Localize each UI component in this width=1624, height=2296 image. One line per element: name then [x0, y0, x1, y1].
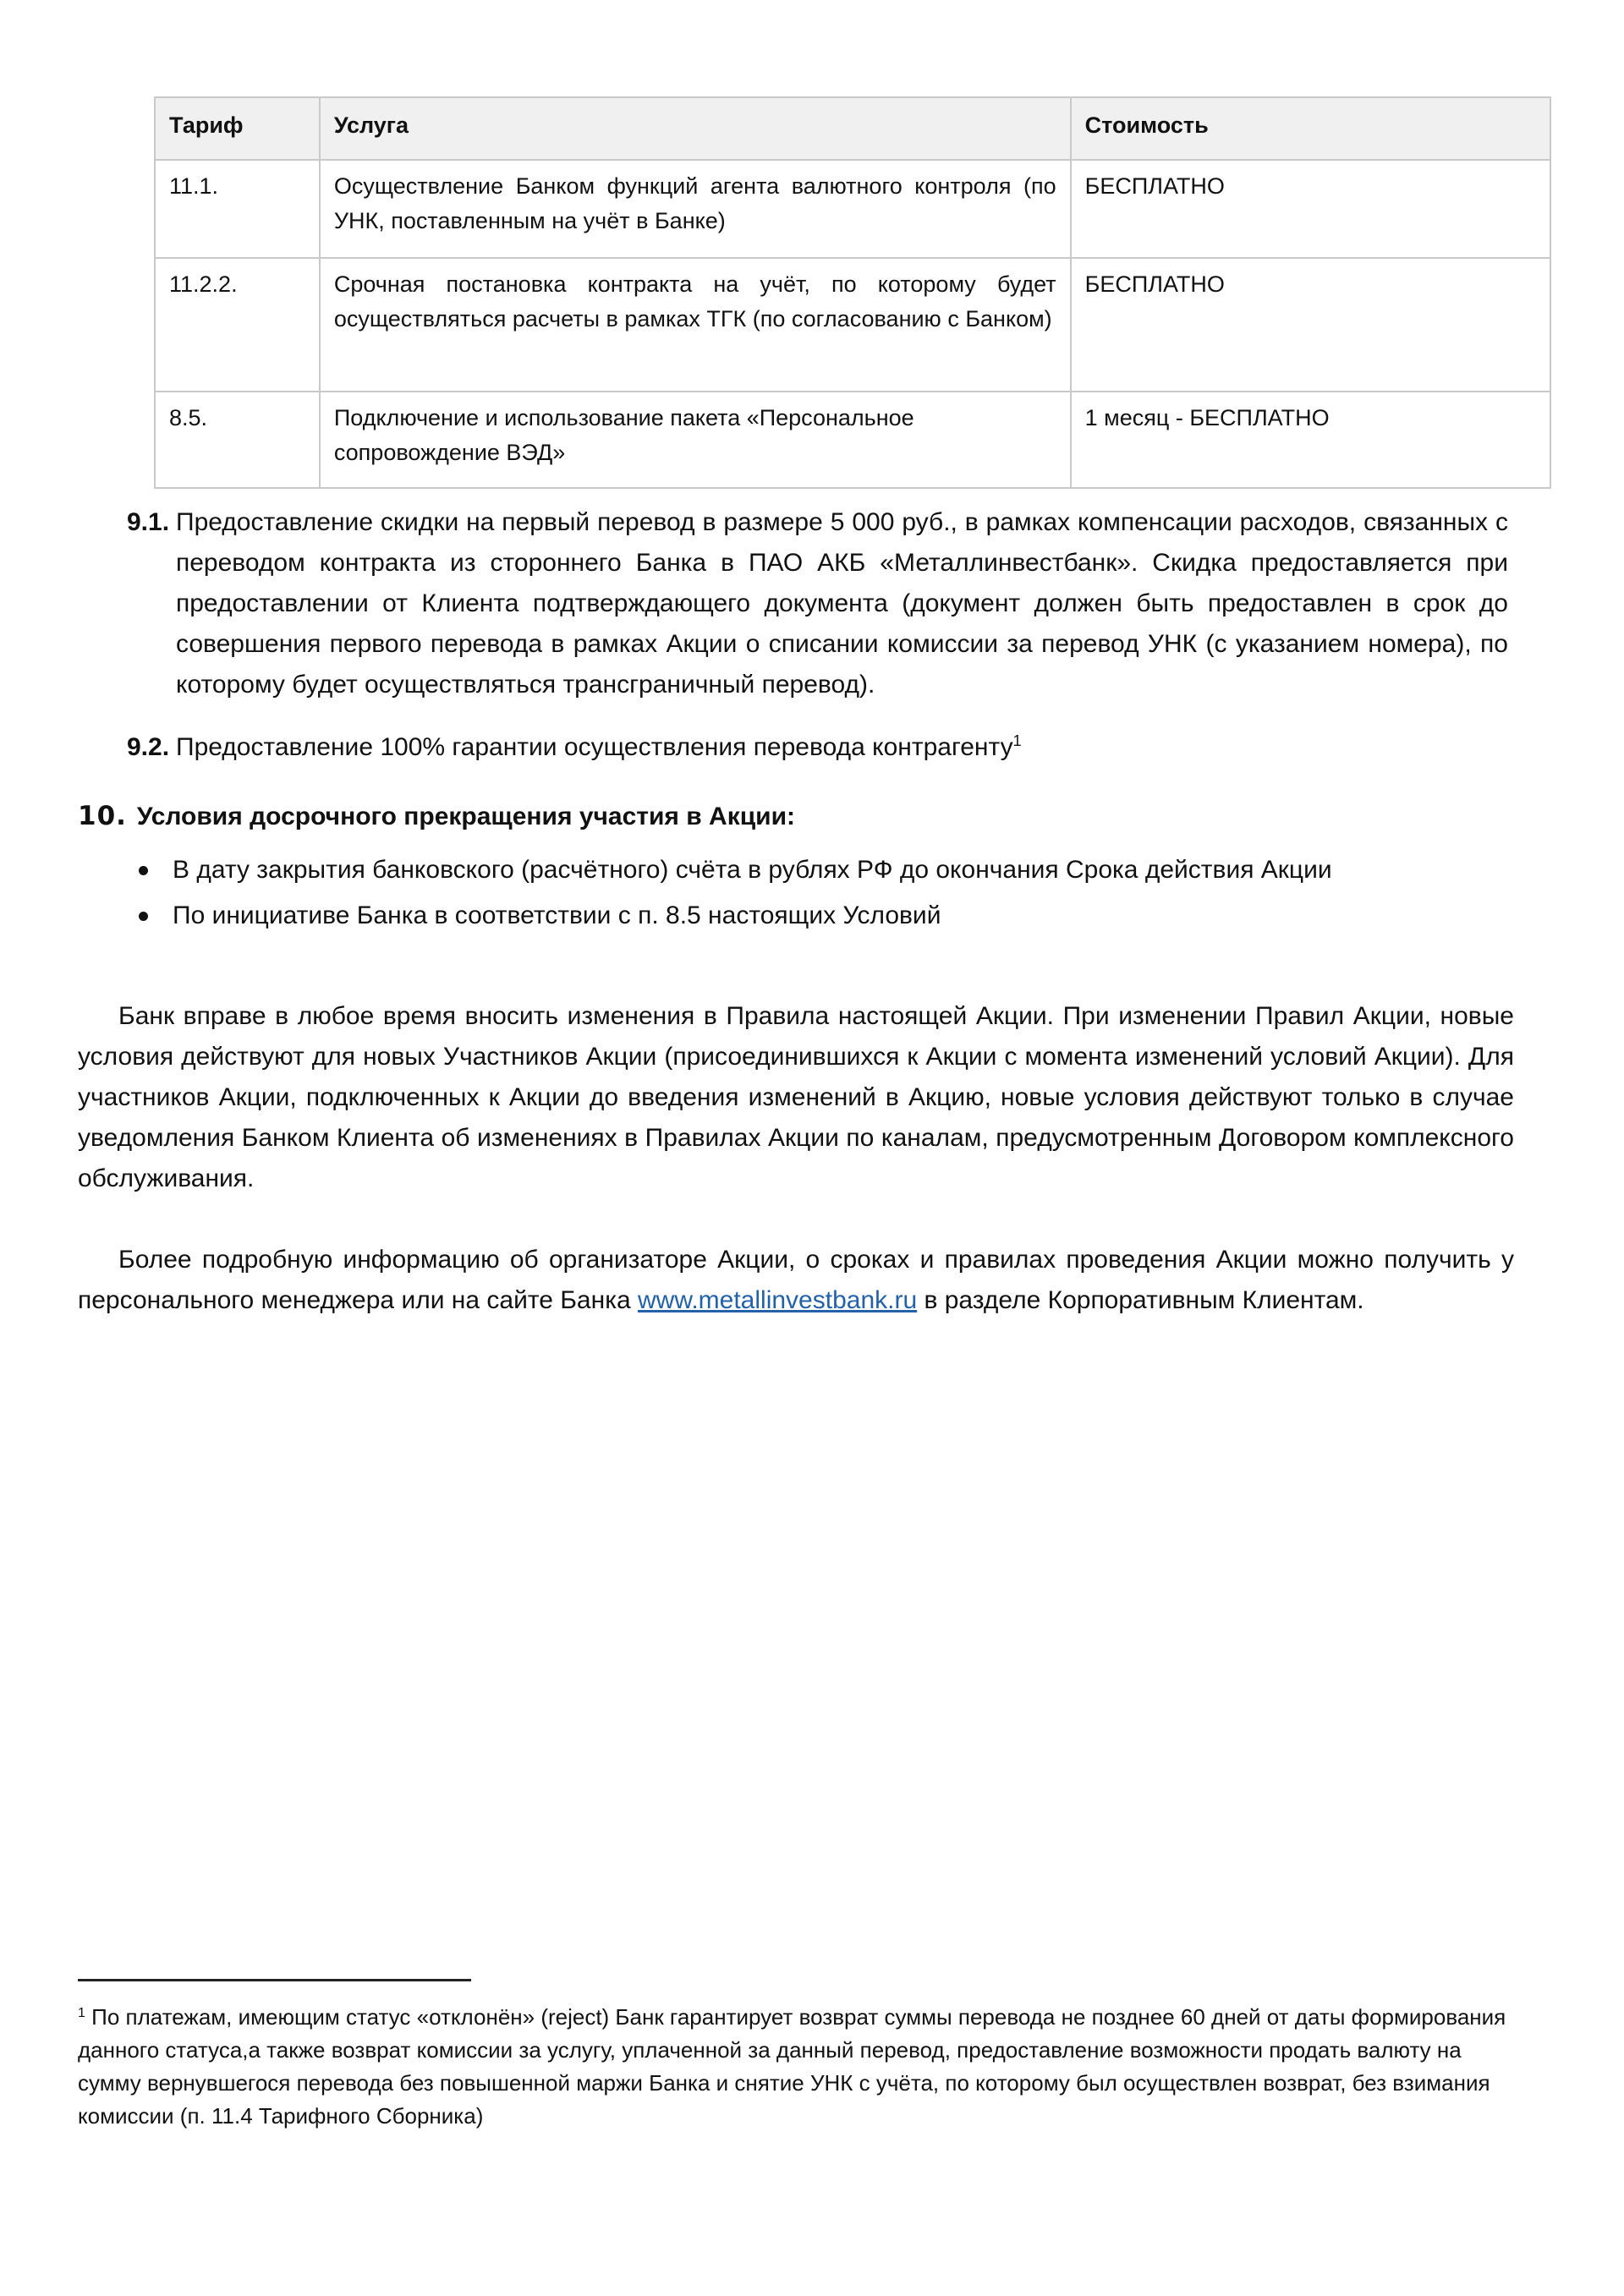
cell-service: Осуществление Банком функций агента валютного контроля (по УНК, поставленным на учёт в Банке) — [320, 160, 1071, 258]
footnote-separator — [78, 1979, 471, 1981]
bullet-icon — [139, 912, 148, 921]
item-text: Предоставление скидки на первый перевод в размере 5 000 руб., в рамках компенсации расходов, связанных с переводом контракта из стороннего Банка в ПАО АКБ «Металлинвестбанк». Скидка предоставляется при предоставлении от Клиента подтверждающего документа (документ должен быть предоставлен в срок до совершения первого перевода в рамках Акции о списании комиссии за перевод УНК (с указанием номера), по которому будет осуществляться трансграничный перевод). — [176, 508, 1508, 699]
footnote-text: По платежам, имеющим статус «отклонён» (reject) Банк гарантирует возврат суммы перевода не позднее 60 дней от даты формирования данного статуса,а также возврат комиссии за услугу, уплаченной за данный перевод, предоставление возможности продать валюту на сумму вернувшегося перевода без повышенной маржи Банка и снятие УНК с учёта, по которому был осуществлен возврат, без взимания комиссии (п. 11.4 Тарифного Сборника) — [78, 2004, 1506, 2129]
item-9-1 — [127, 502, 1508, 705]
cell-cost: 1 месяц - БЕСПЛАТНО — [1071, 392, 1550, 488]
changes-paragraph: Банк вправе в любое время вносить изменения в Правила настоящей Акции. При изменении Правил Акции, новые условия действуют для новых Участников Акции (присоединившихся к Акции с момента изменений условий Акции). Для участников Акции, подключенных к Акции до введения изменений в Акцию, новые условия действуют только в случае уведомления Банком Клиента об изменениях в Правилах Акции по каналам, предусмотренным Договором комплексного обслуживания. — [78, 1002, 1514, 1192]
item-9-2 — [127, 727, 1508, 768]
table-header-row — [155, 97, 1550, 160]
cell-tariff: 11.1. — [155, 160, 320, 258]
table-row — [155, 160, 1550, 258]
cell-cost: БЕСПЛАТНО — [1071, 160, 1550, 258]
more-info-text: Более подробную информацию об организаторе Акции, о сроках и правилах проведения Акции можно получить у персонального менеджера или на сайте Банка — [78, 1246, 1514, 1314]
table-row — [155, 392, 1550, 488]
footnote-marker: 1 — [78, 2006, 85, 2020]
footnote-reference[interactable]: 1 — [1012, 732, 1022, 749]
more-info-paragraph — [78, 1240, 1514, 1321]
section-10-heading — [78, 795, 795, 838]
list-item — [129, 847, 1332, 893]
column-header-cost: Стоимость — [1071, 97, 1550, 160]
cell-service: Срочная постановка контракта на учёт, по которому будет осуществляться расчеты в рамках ТГК (по согласованию с Банком) — [320, 258, 1071, 392]
column-header-tariff: Тариф — [155, 97, 320, 160]
item-number: 9.1. — [127, 508, 170, 536]
item-number: 9.2. — [127, 733, 170, 761]
list-item-text: По инициативе Банка в соответствии с п. 8.5 настоящих Условий — [173, 901, 941, 929]
item-text-wrap — [176, 727, 1508, 768]
footnote — [78, 2001, 1507, 2133]
cell-cost: БЕСПЛАТНО — [1071, 258, 1550, 392]
bullet-icon — [139, 866, 148, 875]
table-row — [155, 258, 1550, 392]
cell-tariff: 11.2.2. — [155, 258, 320, 392]
item-text: Предоставление 100% гарантии осуществления перевода контрагенту — [176, 733, 1013, 761]
list-item — [129, 893, 1332, 939]
tariff-table — [154, 96, 1551, 489]
list-item-text: В дату закрытия банковского (расчётного) счёта в рублях РФ до окончания Срока действия Акции — [173, 856, 1332, 884]
section-number: 10. — [78, 801, 127, 831]
column-header-service: Услуга — [320, 97, 1071, 160]
bank-website-link[interactable]: www.metallinvestbank.ru — [638, 1286, 918, 1314]
termination-conditions-list — [129, 847, 1332, 939]
cell-tariff: 8.5. — [155, 392, 320, 488]
more-info-text-end: в разделе Корпоративным Клиентам. — [917, 1286, 1364, 1314]
section-title: Условия досрочного прекращения участия в Акции: — [136, 803, 796, 830]
cell-service: Подключение и использование пакета «Персональное сопровождение ВЭД» — [320, 392, 1071, 488]
